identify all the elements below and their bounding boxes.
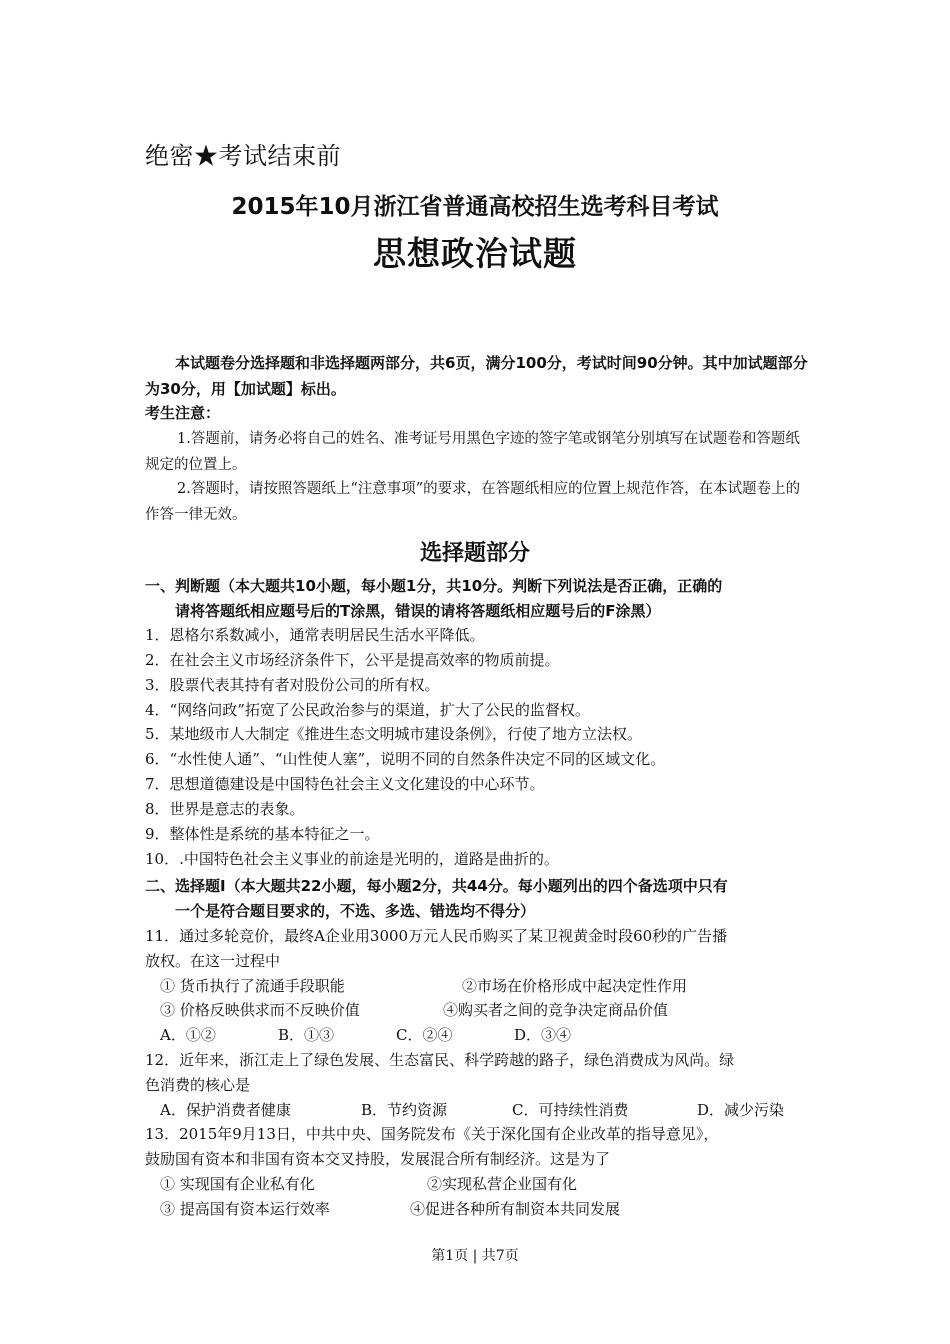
q11-statement-3: ③ 价格反映供求而不反映价值 <box>160 1001 360 1019</box>
part2-heading-line1: 二、选择题Ⅰ（本大题共22小题，每小题2分，共44分。每小题列出的四个备选项中只有 <box>145 877 728 895</box>
q11-option-a: A．①② <box>160 1026 216 1044</box>
q11-option-d: D．③④ <box>514 1026 572 1044</box>
q12-stem-line1: 12．近年来，浙江走上了绿色发展、生态富民、科学跨越的路子，绿色消费成为风尚。绿 <box>145 1051 735 1069</box>
judge-item-1: 1．恩格尔系数减小，通常表明居民生活水平降低。 <box>145 626 485 644</box>
q13-stem-line1: 13．2015年9月13日，中共中央、国务院发布《关于深化国有企业改革的指导意见》， <box>145 1125 719 1143</box>
exam-title: 2015年10月浙江省普通高校招生选考科目考试 <box>231 194 719 220</box>
q11-statement-2: ②市场在价格形成中起决定性作用 <box>462 977 688 995</box>
q11-statement-1: ① 货币执行了流通手段职能 <box>160 977 345 995</box>
judge-item-5: 5．某地级市人大制定《推进生态文明城市建设条例》，行使了地方立法权。 <box>145 725 643 743</box>
q13-stem-line2: 鼓励国有资本和非国有资本交叉持股，发展混合所有制经济。这是为了 <box>145 1150 611 1168</box>
q13-statement-1: ① 实现国有企业私有化 <box>160 1175 315 1193</box>
part2-heading-line2: 一个是符合题目要求的，不选、多选、错选均不得分） <box>175 902 536 920</box>
q11-stem-line1: 11．通过多轮竞价，最终A企业用3000万元人民币购买了某卫视黄金时段60秒的广告播 <box>145 927 728 945</box>
q12-stem-line2: 色消费的核心是 <box>145 1076 251 1094</box>
judge-item-7: 7．思想道德建设是中国特色社会主义文化建设的中心环节。 <box>145 775 545 793</box>
q12-option-b: B．节约资源 <box>361 1101 448 1119</box>
part1-heading-line2: 请将答题纸相应题号后的T涂黑，错误的请将答题纸相应题号后的F涂黑） <box>175 602 661 620</box>
part1-heading-line1: 一、判断题（本大题共10小题，每小题1分，共10分。判断下列说法是否正确，正确的 <box>145 577 723 595</box>
q11-option-b: B．①③ <box>278 1026 335 1044</box>
notice-item: 1.答题前，请务必将自己的姓名、准考证号用黑色字迹的签字笔或钢笔分别填写在试题卷和答题纸规定的位置上。 <box>145 431 800 473</box>
exam-intro: 本试题卷分选择题和非选择题两部分，共6页，满分100分，考试时间90分钟。其中加试题部分为30分，用【加试题】标出。 <box>145 354 808 398</box>
q13-statement-2: ②实现私营企业国有化 <box>427 1175 578 1193</box>
judge-item-6: 6．“水性使人通”、“山性使人塞”，说明不同的自然条件决定不同的区域文化。 <box>145 750 666 768</box>
judge-item-8: 8．世界是意志的表象。 <box>145 800 305 818</box>
q13-statement-3: ③ 提高国有资本运行效率 <box>160 1200 330 1218</box>
notice-item: 2.答题时，请按照答题纸上“注意事项”的要求，在答题纸相应的位置上规范作答，在本试题卷上的作答一律无效。 <box>145 481 801 523</box>
notice-heading: 考生注意： <box>145 404 221 422</box>
q12-option-d: D．减少污染 <box>697 1101 785 1119</box>
judge-item-2: 2．在社会主义市场经济条件下，公平是提高效率的物质前提。 <box>145 651 560 669</box>
section-title: 选择题部分 <box>419 541 530 566</box>
part2-heading <box>145 874 810 924</box>
q11-statement-4: ④购买者之间的竞争决定商品价值 <box>443 1001 669 1019</box>
q13-statement-4: ④促进各种所有制资本共同发展 <box>410 1200 621 1218</box>
judge-item-9: 9．整体性是系统的基本特征之一。 <box>145 825 380 843</box>
q11-option-c: C．②④ <box>396 1026 453 1044</box>
judge-item-4: 4．“网络问政”拓宽了公民政治参与的渠道，扩大了公民的监督权。 <box>145 701 590 719</box>
confidential-label: 绝密★考试结束前 <box>145 142 341 170</box>
subject-title: 思想政治试题 <box>373 234 577 273</box>
part1-heading <box>145 574 810 624</box>
q11-stem-line2: 放权。在这一过程中 <box>145 952 281 970</box>
judge-item-10: 10．.中国特色社会主义事业的前途是光明的，道路是曲折的。 <box>145 850 559 868</box>
judge-item-3: 3．股票代表其持有者对股份公司的所有权。 <box>145 676 440 694</box>
page-footer: 第1页 | 共7页 <box>431 1248 519 1264</box>
q12-option-c: C．可持续性消费 <box>512 1101 629 1119</box>
q12-option-a: A．保护消费者健康 <box>160 1101 291 1119</box>
